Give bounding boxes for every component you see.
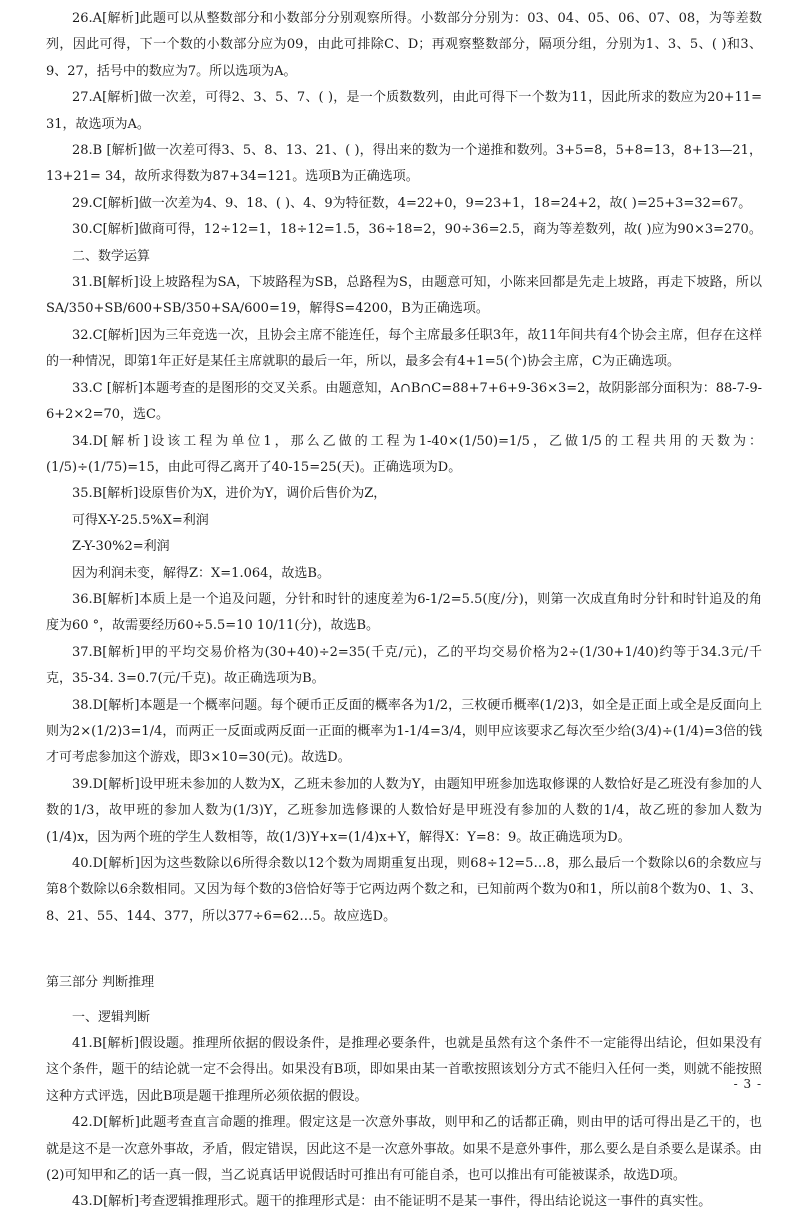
page-content xyxy=(46,6,762,1216)
answer-39: 39.D[解析]设甲班未参加的人数为X，乙班未参加的人数为Y，由题知甲班参加选取修课的人数恰好是乙班没有参加的人数的1/3，故甲班的参加人数为(1/3)Y，乙班参加选修课的人数恰好是甲班没有参加的人数的1/4，故乙班的参加人数为(1/4)x，因为两个班的学生人数相等，故(1/3)Y+x=(1/4)x+Y，解得X：Y=8：9。故正确选项为D。 xyxy=(46,776,762,845)
section-heading-logic: 一、逻辑判断 xyxy=(72,1009,151,1025)
answer-37: 37.B[解析]甲的平均交易价格为(30+40)÷2=35(千克/元)，乙的平均交易价格为2÷(1/30+1/40)约等于34.3元/千克，35-34. 3=0.7(元/千克)。故正确选项为B。 xyxy=(46,644,762,687)
answer-36: 36.B[解析]本质上是一个追及问题，分针和时针的速度差为6-1/2=5.5(度/分)，则第一次成直角时分针和时针追及的角度为60 °，故需要经历60÷5.5=10 10/11(分)，故选B。 xyxy=(46,591,762,634)
answer-41: 41.B[解析]假设题。推理所依据的假设条件，是推理必要条件，也就是虽然有这个条件不一定能得出结论，但如果没有这个条件，题干的结论就一定不会得出。如果没有B项，即如果由某一首歌按照该划分方式不能归入任何一类，则就不能按照这种方式评选，因此B项是题干推理所必须依据的假设。 xyxy=(46,1036,762,1104)
answer-26: 26.A[解析]此题可以从整数部分和小数部分分别观察所得。小数部分分别为：03、04、05、06、07、08，为等差数列，因此可得，下一个数的小数部分应为09，由此可排除C、D；再观察整数部分，隔项分组，分别为1、3、5、( )和3、9、27，括号中的数应为7。所以选项为A。 xyxy=(46,11,762,79)
answer-43: 43.D[解析]考查逻辑推理形式。题干的推理形式是：由不能证明不是某一事件，得出结论说这一事件的真实性。 xyxy=(72,1194,712,1210)
answer-30: 30.C[解析]做商可得，12÷12=1，18÷12=1.5，36÷18=2，90÷36=2.5，商为等差数列，故( )应为90×3=270。 xyxy=(72,222,762,238)
answer-35: 35.B[解析]设原售价为X，进价为Y，调价后售价为Z， xyxy=(72,486,387,502)
answer-31: 31.B[解析]设上坡路程为SA，下坡路程为SB，总路程为S，由题意可知，小陈来回都是先走上坡路，再走下坡路，所以SA/350+SB/600+SB/350+SA/600=19，解得S=4200，B为正确选项。 xyxy=(46,275,762,317)
answer-32: 32.C[解析]因为三年竞选一次，且协会主席不能连任，每个主席最多任职3年，故11年间共有4个协会主席，但存在这样的一种情况，即第1年正好是某任主席就职的最后一年，所以，最多会有4+1=5(个)协会主席，C为正确选项。 xyxy=(46,327,762,370)
section-spacer xyxy=(46,930,762,970)
answer-34: 34.D[解析]设该工程为单位1，那么乙做的工程为1-40×(1/50)=1/5，乙做1/5的工程共用的天数为：(1/5)÷(1/75)=15，由此可得乙离开了40-15=25(天)。正确选项为D。 xyxy=(46,433,762,475)
section-heading-math: 二、数学运算 xyxy=(72,248,151,264)
answer-42: 42.D[解析]此题考查直言命题的推理。假定这是一次意外事故，则甲和乙的话都正确，则由甲的话可得出是乙干的，也就是这不是一次意外事故，矛盾，假定错误，因此这不是一次意外事故。如果不是意外事件，那么要么是自杀要么是谋杀。由(2)可知甲和乙的话一真一假，当乙说真话甲说假话时可推出有可能自杀，也可以推出有可能被谋杀，故选D项。 xyxy=(46,1115,762,1184)
section-spacer xyxy=(46,997,762,1005)
answer-29: 29.C[解析]做一次差为4、9、18、( )、4、9为特征数，4=22+0，9=23+1，18=24+2，故( )=25+3=32=67。 xyxy=(72,195,752,211)
answer-38: 38.D[解析]本题是一个概率问题。每个硬币正反面的概率各为1/2，三枚硬币概率(1/2)3，如全是正面上或全是反面向上则为2×(1/2)3=1/4，而两正一反面或两反面一正面的概率为1-1/4=3/4，则甲应该要求乙每次至少给(3/4)÷(1/4)=3倍的钱才可考虑参加这个游戏，即3×10=30(元)。故选D。 xyxy=(46,697,762,766)
part-title: 第三部分 判断推理 xyxy=(46,975,155,991)
answer-40: 40.D[解析]因为这些数除以6所得余数以12个数为周期重复出现，则68÷12=5…8，那么最后一个数除以6的余数应与第8个数除以6余数相同。又因为每个数的3倍恰好等于它两边两个数之和，已知前两个数为0和1，所以前8个数为0、1、3、8、21、55、144、377，所以377÷6=62…5。故应选D。 xyxy=(46,856,762,924)
answer-28: 28.B [解析]做一次差可得3、5、8、13、21、( )，得出来的数为一个递推和数列。3+5=8，5+8=13，8+13—21，13+21= 34，故所求得数为87+34=121。选项B为正确选项。 xyxy=(46,143,762,185)
page-number: - 3 - xyxy=(733,1077,762,1091)
answer-33: 33.C [解析]本题考查的是图形的交叉关系。由题意知，A∩B∩C=88+7+6+9-36×3=2，故阴影部分面积为：88-7-9-6+2×2=70，选C。 xyxy=(46,380,762,423)
answer-27: 27.A[解析]做一次差，可得2、3、5、7、( )，是一个质数数列，由此可得下一个数为11，因此所求的数应为20+11= 31，故选项为A。 xyxy=(46,90,762,132)
answer-35-line-4: 因为利润未变，解得Z：X=1.064，故选B。 xyxy=(72,565,330,581)
answer-35-line-3: Z-Y-30%2=利润 xyxy=(72,539,170,555)
answer-35-line-2: 可得X-Y-25.5%X=利润 xyxy=(72,512,209,528)
